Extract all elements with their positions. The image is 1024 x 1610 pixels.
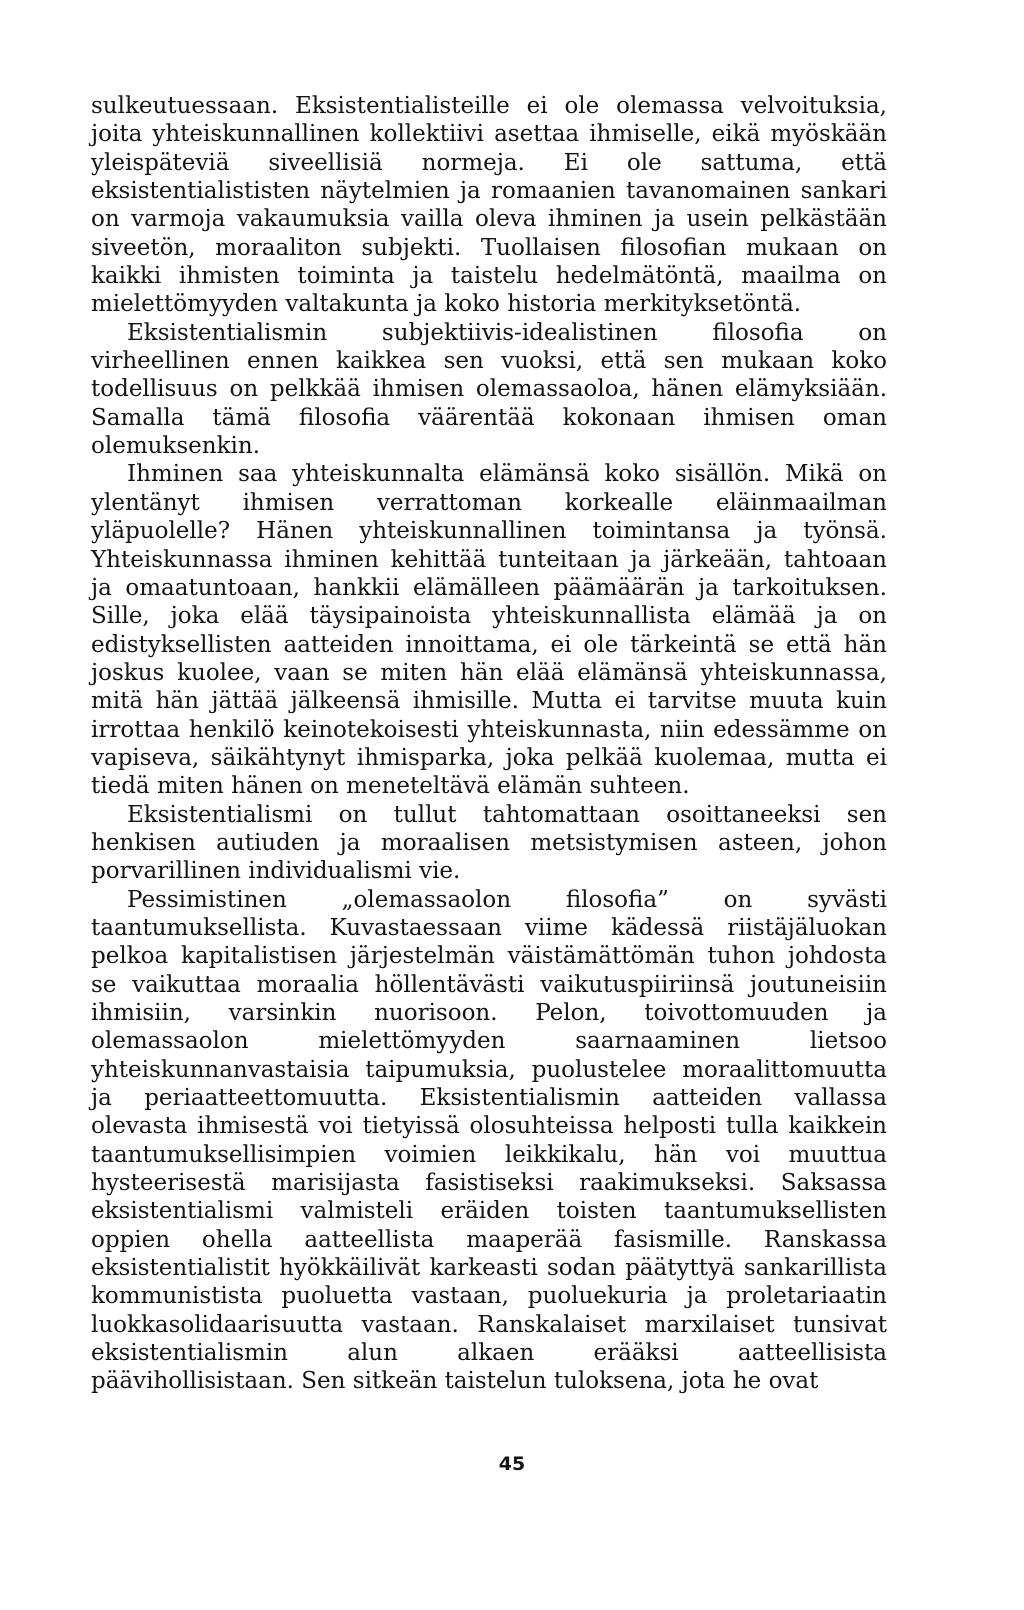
paragraph-3: Ihminen saa yhteiskunnalta elämänsä koko sisällön. Mikä on ylentänyt ihmisen verrattoman korkealle eläinmaailman yläpuolelle? Hänen yhteiskunnallinen toimintansa ja työnsä. Yhteiskunnassa ihminen kehittää tunteitaan ja järkeään, tahtoaan ja omaatuntoaan, hankkii elämälleen päämäärän ja tarkoituksen. Sille, joka elää täysipainoista yhteiskunnallista elämää ja on edistyksellisten aatteiden innoittama, ei ole tärkeintä se että hän joskus kuolee, vaan se miten hän elää elämänsä yhteiskunnassa, mitä hän jättää jälkeensä ihmisille. Mutta ei tarvitse muuta kuin irrottaa henkilö keinotekoisesti yhteiskunnasta, niin edessämme on vapiseva, säikähtynyt ihmisparka, joka pelkää kuolemaa, mutta ei tiedä miten hänen on meneteltävä elämän suhteen. <box>91 461 887 800</box>
paragraph-4: Eksistentialismi on tullut tahtomattaan osoittaneeksi sen henkisen autiuden ja moraalisen metsistymisen asteen, johon porvarillinen individualismi vie. <box>91 801 887 885</box>
body-text <box>91 92 887 1396</box>
paragraph-2: Eksistentialismin subjektiivis-idealistinen filosofia on virheellinen ennen kaikkea sen vuoksi, että sen mukaan koko todellisuus on pelkkää ihmisen olemassaoloa, hänen elämyksiään. Samalla tämä filosofia väärentää kokonaan ihmisen oman olemuksenkin. <box>91 319 887 460</box>
paragraph-1: sulkeutuessaan. Eksistentialisteille ei ole olemassa velvoituksia, joita yhteiskunnallinen kollektiivi asettaa ihmiselle, eikä myöskään yleispäteviä siveellisiä normeja. Ei ole sattuma, että eksistentialististen näytelmien ja romaanien tavanomainen sankari on varmoja vakaumuksia vailla oleva ihminen ja usein pelkästään siveetön, moraaliton subjekti. Tuollaisen filosofian mukaan on kaikki ihmisten toiminta ja taistelu hedelmätöntä, maailma on mielettömyyden valtakunta ja koko historia merkityksetöntä. <box>91 93 887 318</box>
paragraph-5: Pessimistinen „olemassaolon filosofia” on syvästi taantumuksellista. Kuvastaessaan viime kädessä riistäjäluokan pelkoa kapitalistisen järjestelmän väistämättömän tuhon johdosta se vaikuttaa moraalia höllentävästi vaikutuspiiriinsä joutuneisiin ihmisiin, varsinkin nuorisoon. Pelon, toivottomuuden ja olemassaolon mielettömyyden saarnaaminen lietsoo yhteiskunnanvastaisia taipumuksia, puolustelee moraalittomuutta ja periaatteettomuutta. Eksistentialismin aatteiden vallassa olevasta ihmisestä voi tietyissä olosuhteissa helposti tulla kaikkein taantumuksellisimpien voimien leikkikalu, hän voi muuttua hysteerisestä marisijasta fasistiseksi raakimukseksi. Saksassa eksistentialismi valmisteli eräiden toisten taantumuksellisten oppien ohella aatteellista maaperää fasismille. Ranskassa eksistentialistit hyökkäilivät karkeasti sodan päätyttyä sankarillista kommunistista puoluetta vastaan, puoluekuria ja proletariaatin luokkasolidaarisuutta vastaan. Ranskalaiset marxilaiset tunsivat eksistentialismin alun alkaen erääksi aatteellisista päävihollisistaan. Sen sitkeän taistelun tuloksena, jota he ovat <box>91 886 887 1395</box>
page-number: 45 <box>498 1453 526 1475</box>
